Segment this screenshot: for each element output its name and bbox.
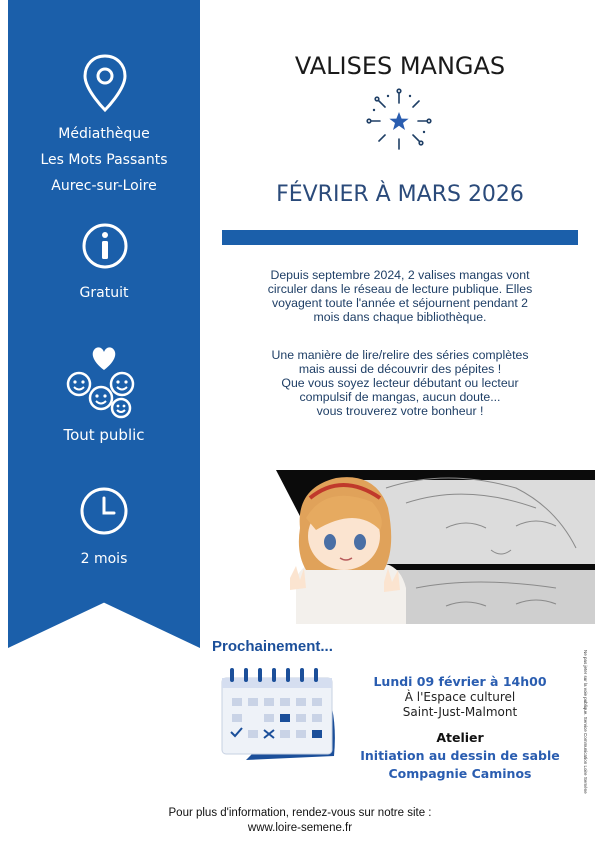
intro-line-3: voyagent toute l'année et séjournent pendant 2 [271,296,528,310]
star-burst-icon [366,88,432,154]
event-venue-line-1: À l'Espace culturel [404,690,516,704]
event-type: Atelier [436,730,484,745]
audience-label: Tout public [63,426,145,444]
pitch-line-2: mais aussi de découvrir des pépites ! [298,362,502,376]
location-line-3: Aurec-sur-Loire [51,178,157,194]
duration-label: 2 mois [80,551,128,567]
info-icon [81,222,129,270]
clock-icon [79,486,129,536]
heart-smileys-icon [64,344,144,422]
location-line-1: Médiathèque [58,126,150,142]
intro-paragraph [222,268,578,324]
location-line-2: Les Mots Passants [40,152,168,168]
calendar-icon [216,664,346,764]
footer-line-1: Pour plus d'information, rendez-vous sur notre site : [168,807,432,819]
event-title: Initiation au dessin de sable [360,748,560,763]
date-range-title: FÉVRIER À MARS 2026 [276,182,524,207]
pitch-line-4: compulsif de mangas, aucun doute... [299,390,501,404]
intro-line-4: mois dans chaque bibliothèque. [313,310,487,324]
intro-line-2: circuler dans le réseau de lecture publique. Elles [267,282,533,296]
manga-illustration [276,458,595,624]
pitch-line-5: vous trouverez votre bonheur ! [316,404,484,418]
event-date: Lundi 09 février à 14h00 [373,674,547,689]
intro-line-1: Depuis septembre 2024, 2 valises mangas vont [270,268,530,282]
price-label: Gratuit [79,285,129,301]
upcoming-heading: Prochainement... [212,638,333,655]
pitch-line-3: Que vous soyez lecteur débutant ou lecteur [281,376,519,390]
divider-bar [222,230,578,245]
footer-info [120,806,480,836]
page-title: VALISES MANGAS [294,52,506,80]
side-credit-text: Ne pas jeter sur la voie publique. Service Communication Loire Semène [583,650,588,794]
footer-website-link[interactable]: www.loire-semene.fr [247,822,353,834]
location-pin-icon [81,52,129,114]
event-venue-line-2: Saint-Just-Malmont [402,705,518,719]
event-company: Compagnie Caminos [388,766,532,781]
pitch-line-1: Une manière de lire/relire des séries complètes [271,348,529,362]
pitch-paragraph [222,348,578,418]
